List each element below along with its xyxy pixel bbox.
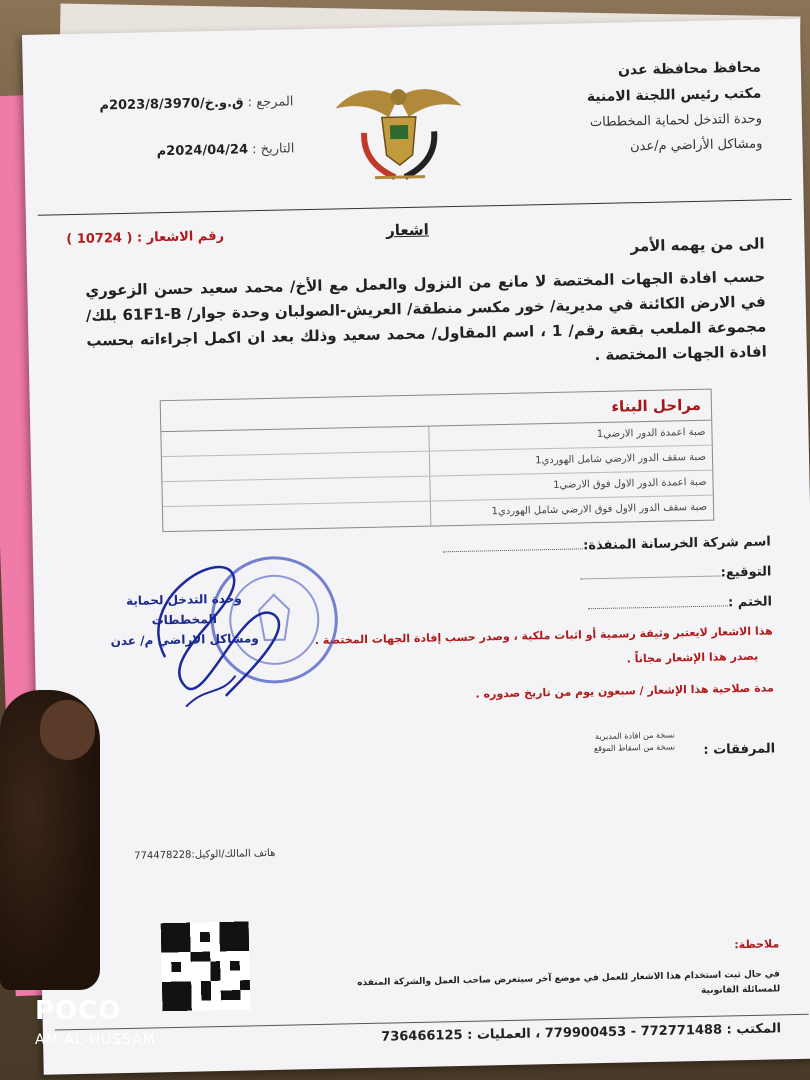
reference-row xyxy=(73,94,293,114)
stages-title: مراحل البناء xyxy=(161,390,712,433)
copy-1: نسخة من افادة المديرية xyxy=(595,730,675,742)
contact-footer xyxy=(381,1021,781,1044)
office-phones: 772771488 - 779900453 xyxy=(544,1022,723,1042)
free-issue-note: يصدر هذا الإشعار مجاناً . xyxy=(626,649,759,666)
notice-number-value: ( 10724 ) xyxy=(66,230,133,248)
reference-block xyxy=(73,94,295,193)
copy-2: نسخة من اسقاط الموقع xyxy=(593,742,676,754)
issuer-line-4: ومشاكل الأراضي م/عدن xyxy=(629,136,763,155)
watermark-owner: AM AL-HUSSAM xyxy=(35,1032,156,1048)
notice-body: حسب افادة الجهات المختصة لا مانع من النزول والعمل مع الأخ/ محمد سعيد حسن الزعوري في الارض الكائنة في مديرية/ خور مكسر منطقة/ العريش-الصولبان وحدة جوار/ 61F1-B بلك/مجموعة الملعب بقعة رقم/ 1 ، اسم المقاول/ محمد سعيد وذلك بعد ان اكمل اجراءاته بحسب افادة الجهات المختصة . xyxy=(85,267,767,365)
ops-phone: 736466125 xyxy=(381,1027,463,1045)
eagle-emblem-icon xyxy=(333,76,465,189)
stamp-field xyxy=(582,594,772,613)
date-value: 2024/04/24م xyxy=(156,142,249,160)
office-label: المكتب : xyxy=(726,1021,782,1038)
construction-stages-table xyxy=(160,389,715,533)
company-field xyxy=(437,534,771,556)
issuer-line-3: وحدة التدخل لحماية المخططات xyxy=(589,111,763,131)
addressee: الى من يهمه الأمر xyxy=(630,234,765,256)
signature-label: التوقيع: xyxy=(720,564,772,581)
stage-label: صبة اعمدة الدور الاول فوق الارضي1 xyxy=(553,476,707,491)
notice-number xyxy=(66,229,224,247)
attachments-label: المرفقات : xyxy=(703,741,776,758)
stamp-text-line-1: وحدة التدخل لحماية المخططات xyxy=(125,591,242,628)
company-label: اسم شركة الخرسانة المنفذة: xyxy=(583,534,771,554)
camera-watermark xyxy=(35,996,156,1048)
reference-value: ق.و.خ/2023/8/3970م xyxy=(99,95,244,114)
date-label: التاريخ : xyxy=(252,141,295,158)
notice-title: اشعار xyxy=(385,220,429,240)
stage-label: صبة سقف الدور الاول فوق الارضي شامل الهوردي1 xyxy=(491,501,708,518)
remark-text: في حال ثبت استخدام هذا الاشعار للعمل في موضع آخر سيتعرض صاحب العمل والشركة المنفذه للمسائلة القانونية xyxy=(357,969,781,996)
stamp-label: الختم : xyxy=(727,594,773,611)
thumb xyxy=(40,700,95,760)
remark-label: ملاحظة: xyxy=(734,937,780,952)
date-row xyxy=(74,141,294,161)
stamp-text-line-2: ومشاكل الاراضي م/ عدن xyxy=(110,631,259,649)
issuer-line-2: مكتب رئيس اللجنة الامنية xyxy=(586,85,762,106)
notice-disclaimer: هذا الاشعار لايعتبر وثيقة رسمية أو اثبات ملكية ، وصدر حسب إفادة الجهات المختصة . xyxy=(314,624,773,647)
attachment-copies xyxy=(594,729,676,755)
validity-note: مدة صلاحية هذا الإشعار / سبعون يوم من تاريخ صدوره . xyxy=(475,681,774,701)
reference-label: المرجع : xyxy=(247,94,294,111)
watermark-brand: POCO xyxy=(35,996,122,1026)
header-divider xyxy=(38,199,792,216)
ops-label: ، العمليات : xyxy=(466,1026,541,1043)
stage-label: صبة سقف الدور الارضي شامل الهوردي1 xyxy=(535,451,707,467)
qr-code-icon xyxy=(161,920,251,1012)
signature-icon xyxy=(123,534,317,728)
issuer-header xyxy=(491,60,763,158)
issuer-line-1: محافظ محافظة عدن xyxy=(617,59,762,79)
signature-field xyxy=(575,564,772,583)
stage-label: صبة اعمدة الدور الارضي1 xyxy=(596,426,706,441)
notice-document xyxy=(22,19,810,1075)
notice-number-label: رقم الاشعار : xyxy=(136,228,225,246)
owner-phone: هاتف المالك/الوكيل:774478228 xyxy=(134,847,276,862)
